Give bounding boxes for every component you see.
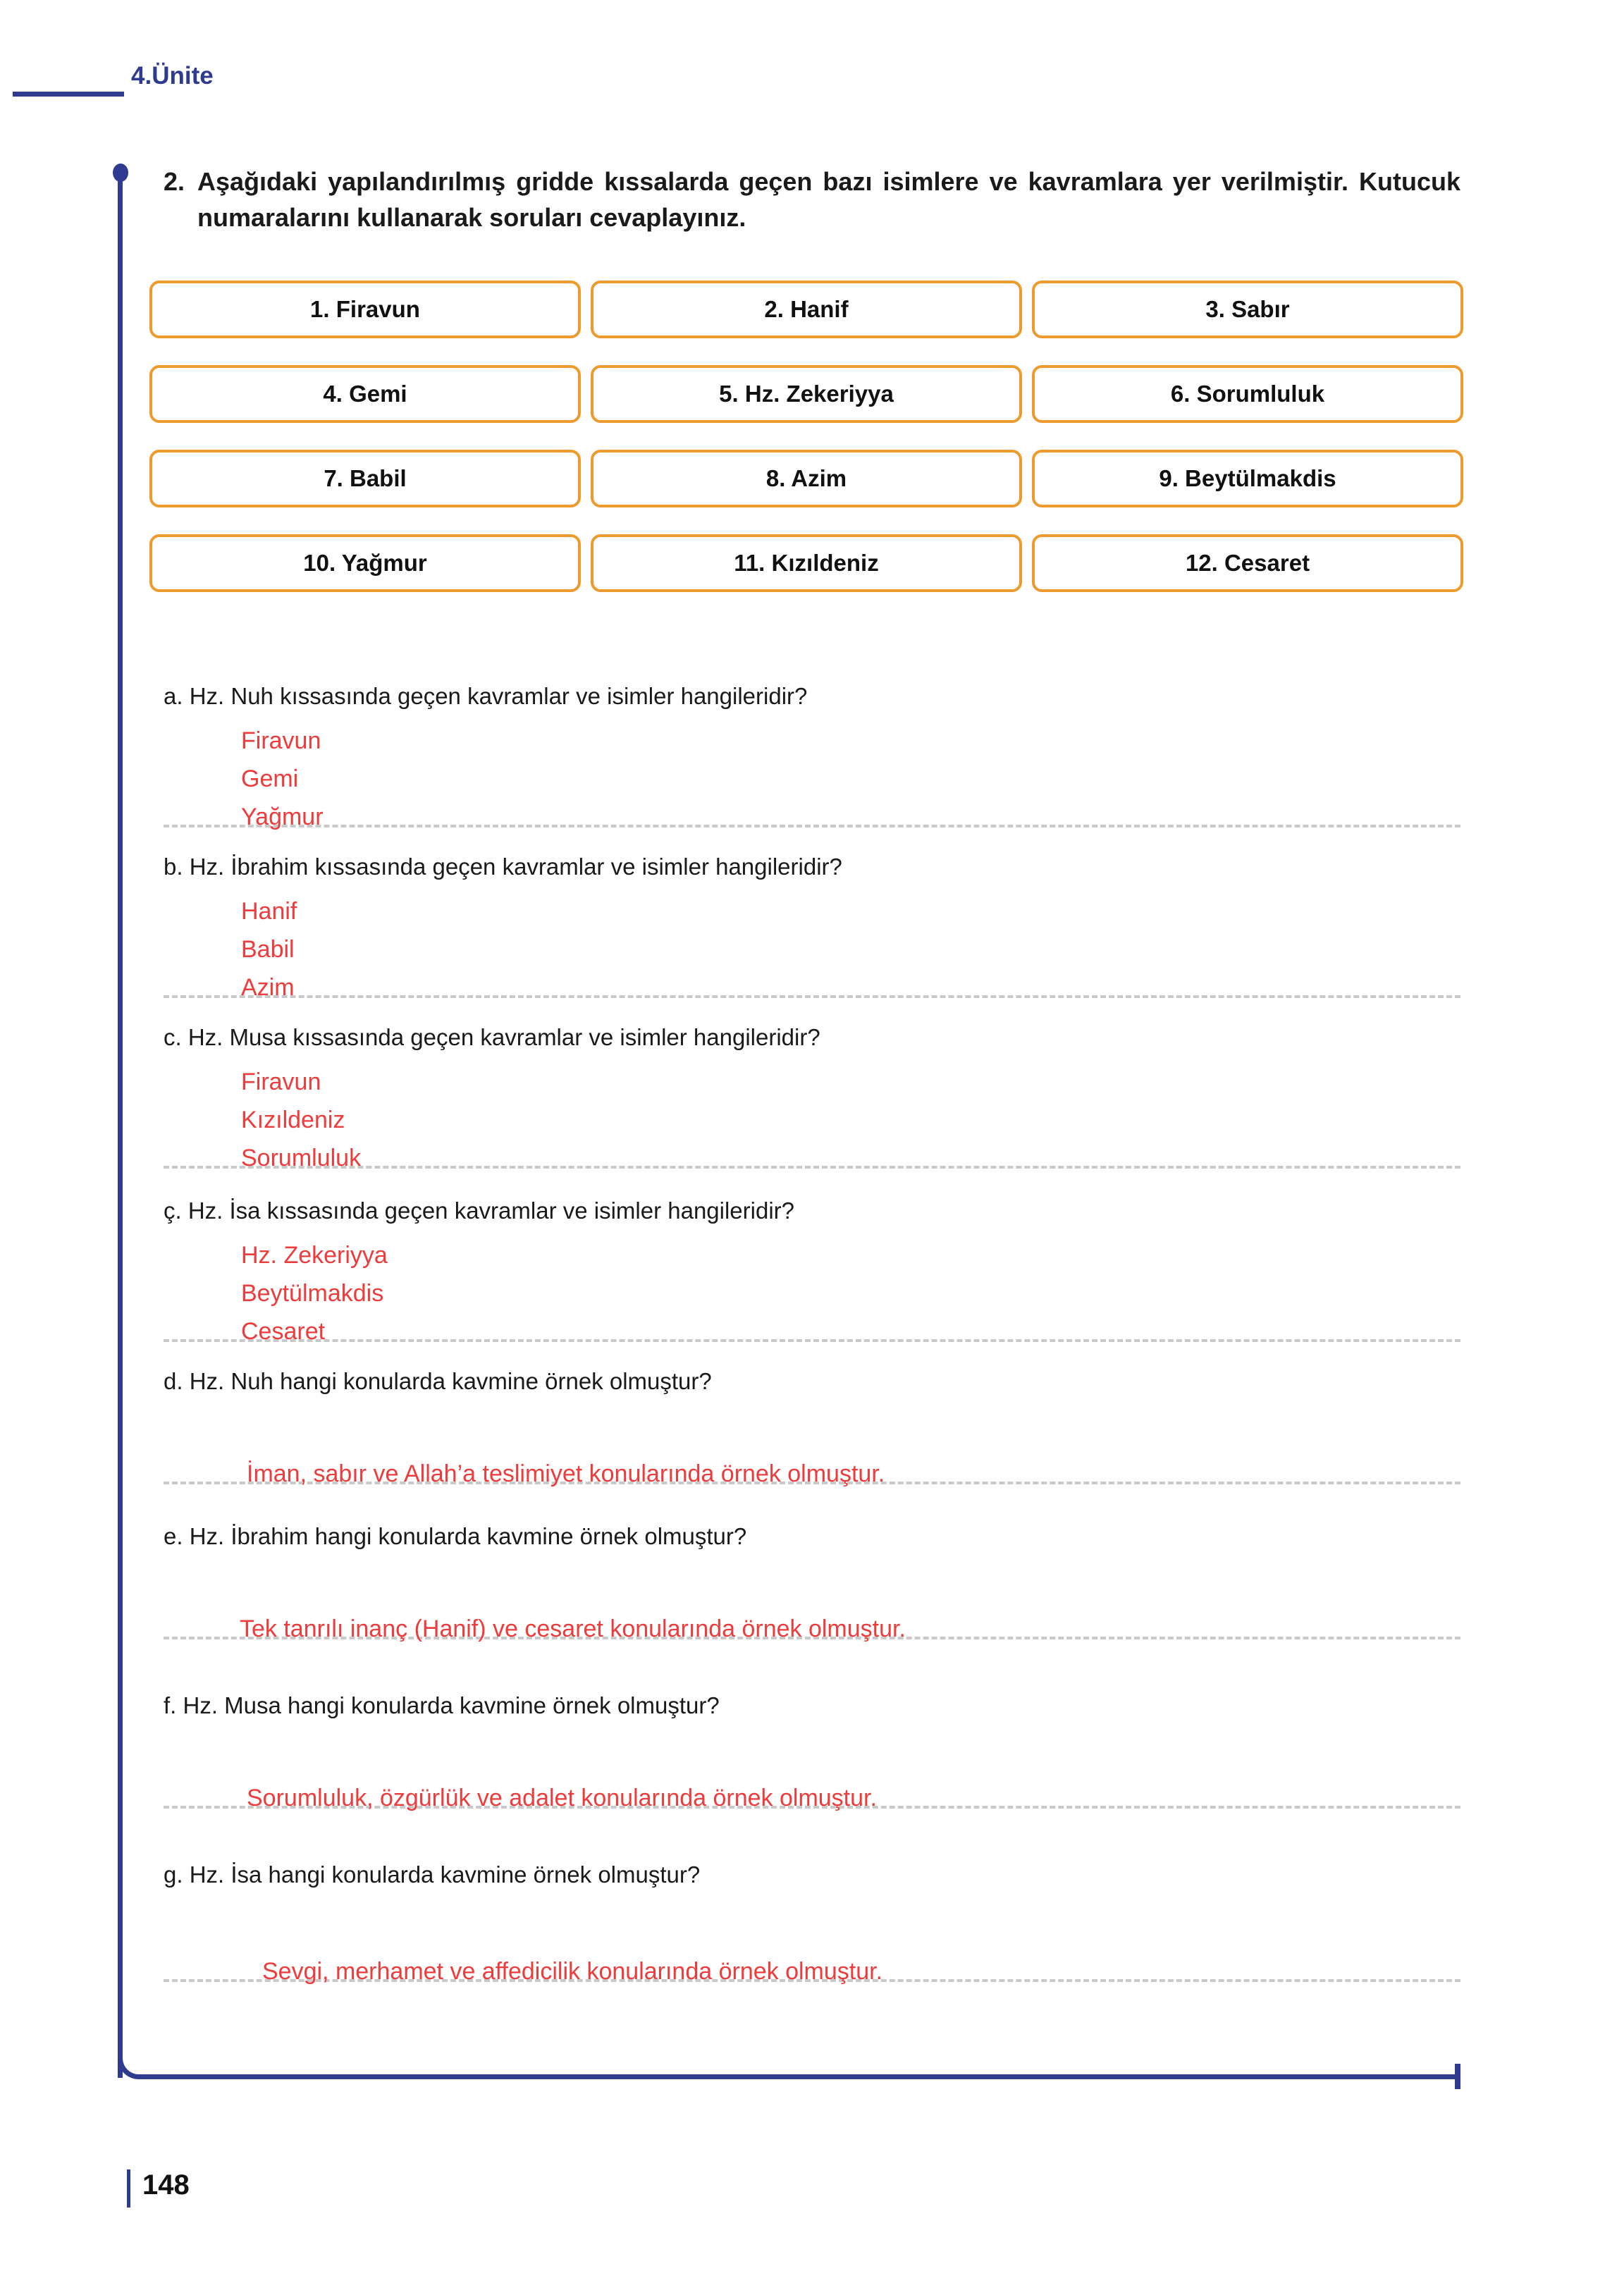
grid-cell [591, 450, 1022, 507]
question-item [164, 1522, 1460, 1642]
question-prompt: c. Hz. Musa kıssasında geçen kavramlar ve isimler hangileridir? [164, 1024, 820, 1050]
question-item [164, 1023, 1460, 1171]
grid-cell [149, 281, 581, 338]
answer-text: Firavun [241, 727, 321, 754]
answer-line[interactable] [164, 1057, 1460, 1095]
question-prompt: d. Hz. Nuh hangi konularda kavmine örnek olmuştur? [164, 1368, 712, 1394]
grid-cell [149, 534, 581, 592]
answer-line[interactable] [164, 1133, 1460, 1171]
grid-cell [591, 534, 1022, 592]
answer-area[interactable] [164, 1597, 1460, 1642]
question-item [164, 853, 1460, 1001]
answer-line[interactable] [164, 1597, 1460, 1642]
answer-text: Beytülmakdis [241, 1279, 384, 1307]
grid-cell-label: 10. Yağmur [303, 550, 427, 576]
answer-line[interactable] [164, 1766, 1460, 1811]
answer-rule [164, 1339, 1460, 1342]
answer-text: Azim [241, 973, 295, 1001]
answer-text: Babil [241, 935, 295, 963]
grid-cell [1032, 365, 1463, 423]
answer-text: Sorumluluk [241, 1144, 362, 1171]
answer-line[interactable] [164, 1095, 1460, 1133]
question-item [164, 1197, 1460, 1345]
answer-text: İman, sabır ve Allah’a teslimiyet konularında örnek olmuştur. [247, 1460, 885, 1487]
question-heading [164, 164, 1460, 235]
answer-line[interactable] [164, 1442, 1460, 1487]
grid-cell-label: 6. Sorumluluk [1170, 381, 1325, 407]
grid-cell [1032, 450, 1463, 507]
question-item [164, 1692, 1460, 1811]
grid-cell-label: 12. Cesaret [1185, 550, 1310, 576]
answer-area[interactable] [164, 1442, 1460, 1487]
question-item [164, 1861, 1460, 1985]
answer-line[interactable] [164, 754, 1460, 792]
answer-line[interactable] [164, 792, 1460, 830]
answer-line[interactable] [164, 963, 1460, 1001]
answer-line[interactable] [164, 1269, 1460, 1307]
grid-cell-label: 9. Beytülmakdis [1159, 465, 1336, 491]
question-prompt: f. Hz. Musa hangi konularda kavmine örnek olmuştur? [164, 1692, 720, 1718]
answer-line[interactable] [164, 1940, 1460, 1985]
question-text: Aşağıdaki yapılandırılmış gridde kıssalarda geçen bazı isimlere ve kavramlara yer verilmiştir. Kutucuk numaralarını kullanarak soruları cevaplayınız. [197, 167, 1460, 233]
answer-text: Hanif [241, 897, 297, 925]
grid-cell [591, 365, 1022, 423]
structured-grid [149, 281, 1463, 592]
answer-line[interactable] [164, 887, 1460, 925]
page-number: 148 [142, 2169, 190, 2200]
answer-text: Hz. Zekeriyya [241, 1241, 388, 1269]
answer-text: Cesaret [241, 1317, 326, 1345]
grid-cell [1032, 534, 1463, 592]
answer-text: Firavun [241, 1068, 321, 1095]
question-prompt: ç. Hz. İsa kıssasında geçen kavramlar ve isimler hangileridir? [164, 1198, 795, 1224]
answer-line[interactable] [164, 716, 1460, 754]
grid-cell-label: 2. Hanif [764, 296, 849, 322]
frame-corner [118, 2043, 154, 2079]
question-prompt: e. Hz. İbrahim hangi konularda kavmine örnek olmuştur? [164, 1523, 747, 1549]
answer-line[interactable] [164, 1231, 1460, 1269]
frame-end-cap [1455, 2064, 1460, 2089]
page-number-tick [127, 2169, 130, 2208]
grid-cell [149, 450, 581, 507]
grid-cell [1032, 281, 1463, 338]
answer-text: Sevgi, merhamet ve affedicilik konularında örnek olmuştur. [262, 1957, 883, 1985]
answer-area[interactable] [164, 1766, 1460, 1811]
grid-cell-label: 3. Sabır [1205, 296, 1290, 322]
answer-area[interactable] [164, 887, 1460, 1001]
question-item [164, 1367, 1460, 1487]
grid-cell-label: 8. Azim [765, 465, 847, 491]
answer-line[interactable] [164, 925, 1460, 963]
answer-area[interactable] [164, 1940, 1460, 1985]
answer-area[interactable] [164, 716, 1460, 830]
answer-text: Sorumluluk, özgürlük ve adalet konularında örnek olmuştur. [247, 1784, 877, 1811]
grid-cell-label: 1. Firavun [310, 296, 420, 322]
grid-cell [591, 281, 1022, 338]
grid-cell [149, 365, 581, 423]
answer-text: Kızıldeniz [241, 1106, 345, 1133]
grid-cell-label: 7. Babil [324, 465, 407, 491]
grid-cell-label: 4. Gemi [323, 381, 407, 407]
answer-line[interactable] [164, 1307, 1460, 1345]
answer-text: Yağmur [241, 803, 324, 830]
question-prompt: a. Hz. Nuh kıssasında geçen kavramlar ve isimler hangileridir? [164, 683, 808, 709]
header-rule [13, 92, 124, 97]
question-prompt: g. Hz. İsa hangi konularda kavmine örnek olmuştur? [164, 1861, 701, 1888]
answer-area[interactable] [164, 1057, 1460, 1171]
answer-area[interactable] [164, 1231, 1460, 1345]
question-number: 2. [164, 167, 185, 196]
question-item [164, 682, 1460, 830]
grid-cell-label: 11. Kızıldeniz [734, 550, 879, 576]
frame-horizontal-line [151, 2074, 1460, 2079]
page-header [0, 62, 1624, 104]
answer-text: Tek tanrılı inanç (Hanif) ve cesaret konularında örnek olmuştur. [240, 1615, 906, 1642]
answer-text: Gemi [241, 765, 299, 792]
frame-vertical-line [118, 175, 123, 2078]
unit-label: 4.Ünite [131, 62, 214, 90]
answer-rule [164, 825, 1460, 827]
grid-cell-label: 5. Hz. Zekeriyya [719, 381, 894, 407]
answer-rule [164, 995, 1460, 998]
question-prompt: b. Hz. İbrahim kıssasında geçen kavramlar ve isimler hangileridir? [164, 854, 842, 880]
